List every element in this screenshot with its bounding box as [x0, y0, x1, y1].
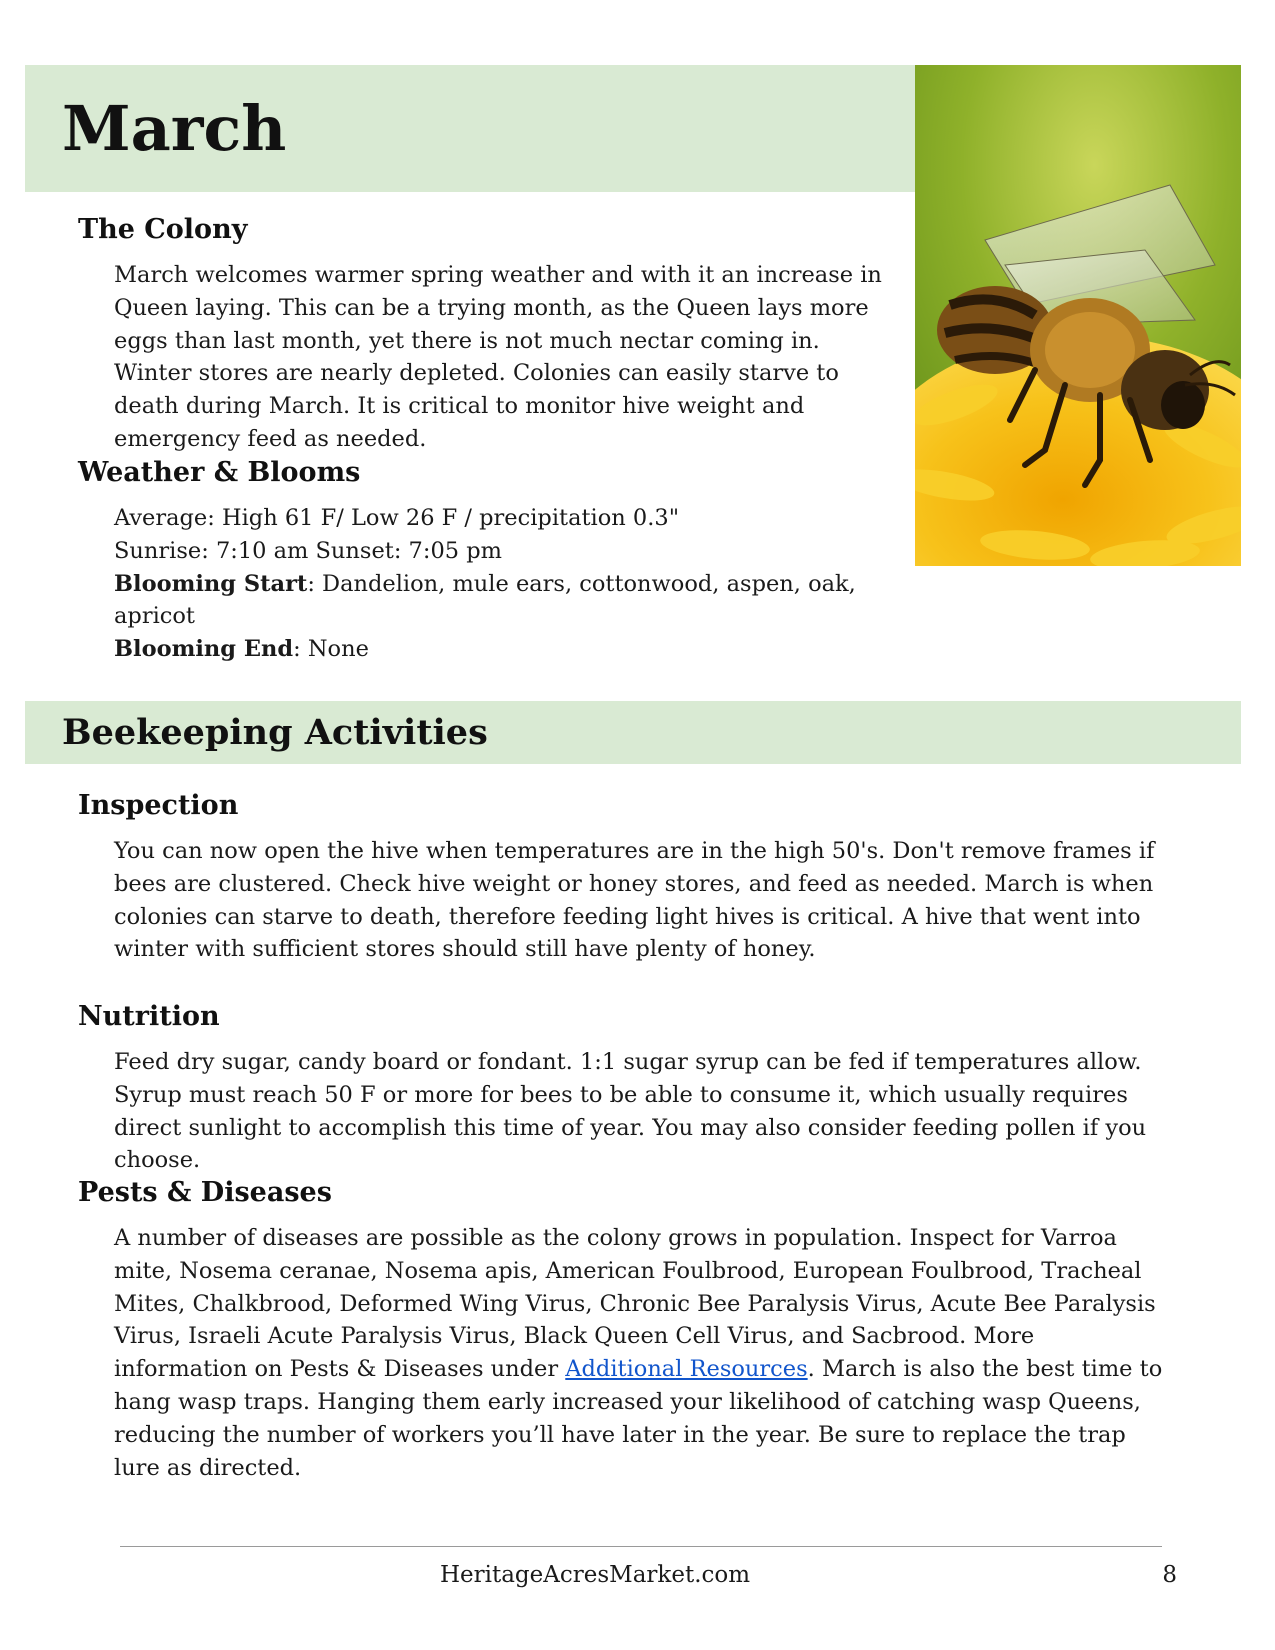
footer-site: HeritageAcresMarket.com	[439, 1562, 751, 1588]
weather-sun-times: Sunrise: 7:10 am Sunset: 7:05 pm	[114, 537, 502, 564]
pests-text	[114, 1222, 1174, 1484]
nutrition-heading: Nutrition	[78, 1001, 220, 1032]
blooming-start-label: Blooming Start	[114, 570, 308, 597]
blooming-end-label: Blooming End	[114, 636, 294, 663]
activities-heading: Beekeeping Activities	[62, 712, 488, 753]
activities-band	[25, 701, 1241, 764]
pests-text-before: A number of diseases are possible as the colony grows in population. Inspect for Varroa mite, Nosema ceranae, Nosema apis, American Foulbrood, European Foulbrood, Tracheal Mites, Chalkbrood, Deformed Wing Virus, Chronic Bee Paralysis Virus, Acute Bee Paralysis Virus, Israeli Acute Paralysis Virus, Black Queen Cell Virus, and Sacbrood. More information on Pests & Diseases under	[114, 1225, 1156, 1383]
blooming-start	[114, 568, 894, 634]
weather-details	[114, 502, 894, 666]
inspection-heading: Inspection	[78, 790, 239, 821]
blooming-start-value: : Dandelion, mule ears, cottonwood, aspen, oak, apricot	[114, 570, 856, 630]
colony-text: March welcomes warmer spring weather and with it an increase in Queen laying. This can be a trying month, as the Queen lays more eggs than last month, yet there is not much nectar coming in. Winter stores are nearly depleted. Colonies can easily starve to death during March. It is critical to monitor hive weight and emergency feed as needed.	[114, 262, 882, 452]
weather-heading: Weather & Blooms	[78, 457, 361, 488]
additional-resources-link[interactable]: Additional Resources	[565, 1356, 808, 1383]
nutrition-text: Feed dry sugar, candy board or fondant. 1:1 sugar syrup can be fed if temperatures allow. Syrup must reach 50 F or more for bees to be able to consume it, which usually requires direct sunlight to accomplish this time of year. You may also consider feeding pollen if you choose.	[114, 1049, 1147, 1174]
inspection-text: You can now open the hive when temperatures are in the high 50's. Don't remove frames if bees are clustered. Check hive weight or honey stores, and feed as needed. March is when colonies can starve to death, therefore feeding light hives is critical. A hive that went into winter with sufficient stores should still have plenty of honey.	[114, 838, 1155, 963]
page-title: March	[62, 92, 287, 165]
weather-average: Average: High 61 F/ Low 26 F / precipitation 0.3"	[114, 505, 680, 531]
title-band	[25, 65, 915, 192]
bee-on-dandelion-photo	[915, 65, 1241, 566]
colony-heading: The Colony	[78, 214, 248, 245]
footer-divider	[120, 1546, 1162, 1547]
bee-photo-illustration	[915, 65, 1241, 566]
blooming-end-value: : None	[293, 636, 369, 663]
blooming-end	[114, 633, 894, 666]
pests-heading: Pests & Diseases	[78, 1177, 332, 1208]
pests-text-after: . March is also the best time to hang wasp traps. Hanging them early increased your likelihood of catching wasp Queens, reducing the number of workers you’ll have later in the year. Be sure to replace the trap lure as directed.	[114, 1356, 1163, 1481]
page-number: 8	[1162, 1562, 1177, 1588]
